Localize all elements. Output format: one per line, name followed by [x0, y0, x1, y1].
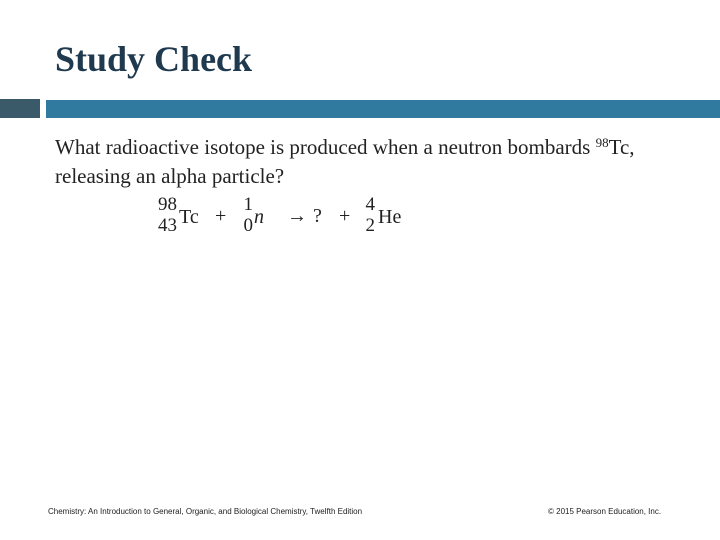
reaction-arrow: → [287, 205, 307, 227]
neutron-mass-number: 1 [243, 194, 253, 215]
tc-mass-number: 98 [158, 194, 177, 215]
he-mass-number: 4 [365, 194, 375, 215]
question-text-after: Tc, releasing an alpha particle? [55, 135, 635, 188]
tc-atomic-number: 43 [158, 215, 177, 236]
tc-symbol: Tc [179, 206, 199, 228]
question-text-before: What radioactive isotope is produced when a neutron bombards [55, 135, 596, 159]
question-mass-number: 98 [595, 135, 609, 150]
unknown-product: ? [313, 205, 322, 227]
title-divider-bar [46, 100, 720, 118]
footer-copyright: © 2015 Pearson Education, Inc. [548, 507, 662, 516]
slide-title: Study Check [55, 39, 253, 79]
he-atomic-number: 2 [365, 215, 375, 236]
question-text [55, 133, 695, 191]
plus-sign-1: + [215, 205, 227, 227]
footer-book-title: Chemistry: An Introduction to General, Organic, and Biological Chemistry, Twelfth Edition [48, 507, 363, 516]
he-symbol: He [378, 206, 402, 228]
plus-sign-2: + [339, 205, 351, 227]
neutron-atomic-number: 0 [243, 215, 253, 236]
title-divider-square [0, 99, 40, 118]
neutron-symbol: n [254, 206, 264, 228]
